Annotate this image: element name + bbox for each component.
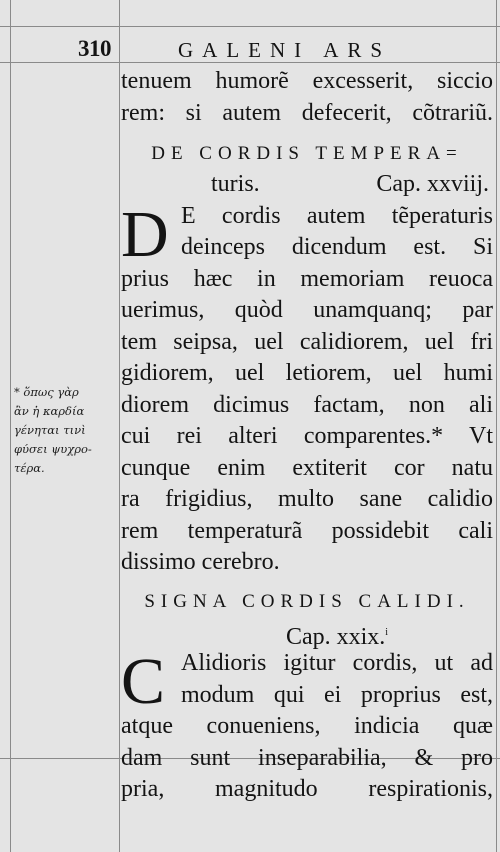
chapter-heading: SIGNA CORDIS CALIDI.: [144, 590, 470, 612]
paragraph: [121, 197, 493, 579]
marginal-note-line: φύσει ψυχρο-: [14, 442, 92, 456]
text-line: rem: si autem defecerit, cõtrariũ.: [121, 99, 493, 126]
chapter-number: Cap. xxix.: [285, 623, 386, 650]
chapter-heading-cont: [121, 169, 493, 201]
text-line: pria, magnitudo respirationis,: [121, 776, 493, 802]
marginal-note-line: τέρα.: [14, 461, 45, 475]
chapter-number: Cap. xxviij.: [376, 171, 489, 197]
text-line: prius hæc in memoriam reuoca: [121, 265, 493, 292]
page-number: 310: [78, 36, 111, 61]
drop-cap: D: [121, 197, 169, 271]
right-margin-rule: [496, 0, 497, 852]
paragraph: [121, 645, 493, 806]
signature-mark: i: [385, 626, 389, 638]
marginal-note: [14, 383, 118, 478]
marginal-note-line: γένηται τινὶ: [14, 423, 86, 437]
text-column: [121, 66, 493, 806]
text-line: uerimus, quòd unamquanq; par: [121, 297, 493, 323]
top-rule: [0, 26, 500, 27]
drop-cap: C: [121, 645, 166, 718]
outer-margin-rule: [10, 0, 11, 852]
running-title: GALENI ARS: [178, 38, 392, 62]
text-line: modum qui ei proprius est,: [181, 681, 493, 708]
text-line: cunque enim extiterit cor natu: [121, 454, 493, 481]
marginal-note-line: * ὅπως γὰρ: [14, 385, 79, 399]
text-line: Alidioris igitur cordis, ut ad: [181, 650, 493, 676]
chapter-heading: DE CORDIS TEMPERA=: [151, 143, 463, 164]
text-line: dam sunt inseparabilia, & pro: [121, 744, 493, 771]
text-line: tenuem humorẽ excesserit, siccio: [121, 68, 493, 94]
chapter-heading-word: turis.: [211, 171, 260, 197]
text-line: atque conueniens, indicia quæ: [121, 713, 493, 739]
text-line: E cordis autem tẽperaturis: [181, 202, 493, 229]
marginal-note-line: ἂν ἡ καρδία: [14, 404, 85, 418]
text-line: dissimo cerebro.: [121, 549, 280, 575]
text-line: diorem dicimus factam, non ali: [121, 391, 493, 418]
text-line: rem temperaturã possidebit cali: [121, 517, 493, 544]
text-line: gidiorem, uel letiorem, uel humi: [121, 360, 493, 386]
text-line: tem seipsa, uel calidiorem, uel fri: [121, 328, 493, 355]
text-line: ra frigidius, multo sane calidio: [121, 486, 493, 512]
text-line: deinceps dicendum est. Si: [181, 234, 493, 260]
chapter-number-row: [121, 617, 493, 649]
text-line: cui rei alteri comparentes.* Vt: [121, 423, 493, 449]
inner-margin-rule: [119, 0, 120, 852]
running-head: [0, 36, 500, 64]
